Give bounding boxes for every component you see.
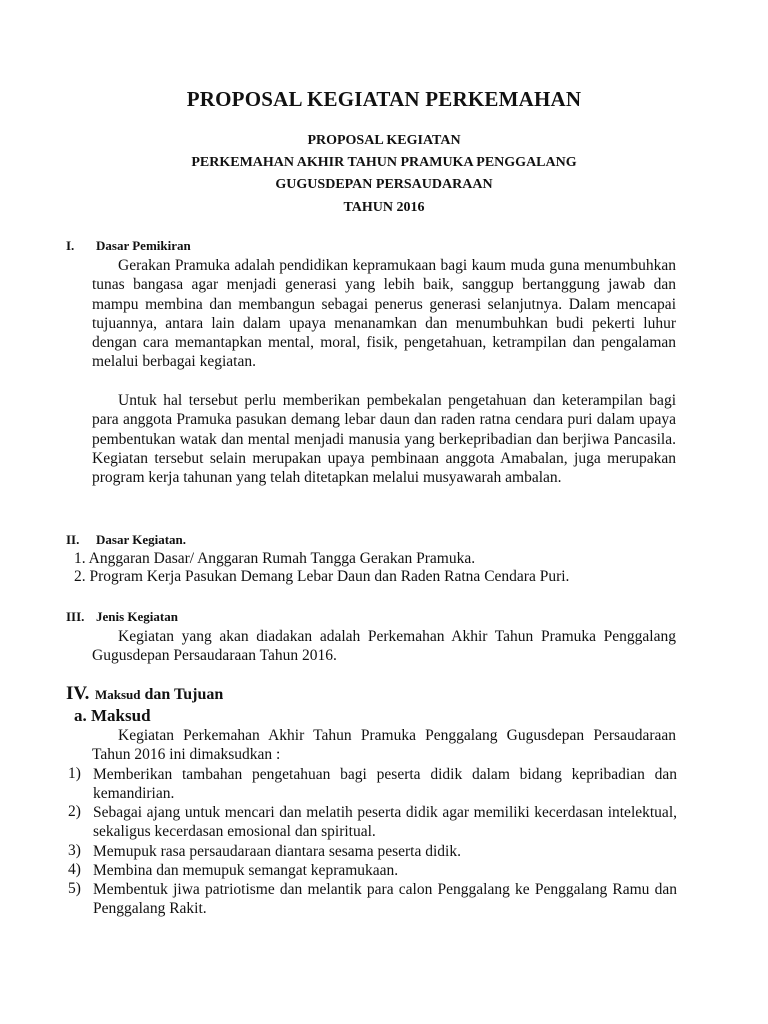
section-2-title: Dasar Kegiatan. — [96, 532, 187, 547]
list-item-text: Sebagai ajang untuk mencari dan melatih peserta didik agar memiliki kecerdasan intelektual, sekaligus kecerdasan emosional dan spiritual. — [93, 804, 677, 840]
subtitle-line-2: PERKEMAHAN AKHIR TAHUN PRAMUKA PENGGALANG — [191, 155, 577, 170]
list-item-text: Memberikan tambahan pengetahuan bagi peserta didik dalam bidang kepribadian dan kemandirian. — [93, 766, 677, 802]
section-1-paragraph-1 — [92, 256, 676, 372]
list-item-number: 3) — [68, 842, 81, 859]
section-3-number: III. — [66, 609, 85, 624]
list-item-number: 1) — [68, 765, 81, 782]
subtitle-line-4: TAHUN 2016 — [343, 200, 425, 215]
section-4-number: IV. — [66, 683, 90, 704]
section-1-title: Dasar Pemikiran — [96, 238, 191, 253]
section-1-paragraph-1-text: Gerakan Pramuka adalah pendidikan kepramukaan bagi kaum muda guna menumbuhkan tunas bangasa agar menjadi generasi yang lebih baik, sanggup bertanggung jawab dan mampu membina dan membangun sebagai penerus generasi selanjutnya. Dalam mencapai tujuannya, antara lain dalam upaya menanamkan dan menumbuhkan budi pekerti luhur dengan cara memantapkan mental, moral, fisik, pengetahuan, ketrampilan dan pengalaman melalui berbagai kegiatan. — [92, 257, 676, 371]
section-2-list-item: 1. Anggaran Dasar/ Anggaran Rumah Tangga Gerakan Pramuka. — [74, 550, 476, 567]
section-4-intro — [92, 726, 676, 765]
subtitle-line-1: PROPOSAL KEGIATAN — [307, 133, 461, 148]
list-item-number: 5) — [68, 880, 81, 897]
list-item-number: 4) — [68, 861, 81, 878]
document-title: PROPOSAL KEGIATAN PERKEMAHAN — [186, 87, 582, 111]
section-1-heading — [66, 238, 191, 254]
section-1-number: I. — [66, 238, 75, 253]
list-item-number: 2) — [68, 803, 81, 820]
subtitle-line-3: GUGUSDEPAN PERSAUDARAAN — [275, 177, 493, 192]
section-4-heading — [66, 683, 223, 705]
section-1-paragraph-2-text: Untuk hal tersebut perlu memberikan pembekalan pengetahuan dan keterampilan bagi para anggota Pramuka pasukan demang lebar daun dan raden ratna cendara puri dalam upaya pembentukan watak dan mental menjadi manusia yang berkepribadian dan berjiwa Pancasila. Kegiatan tersebut selain merupakan upaya pembinaan anggota Amabalan, juga merupakan program kerja tahunan yang telah ditetapkan melalui musyawarah ambalan. — [92, 392, 676, 487]
section-4-title-rest: dan Tujuan — [140, 686, 224, 703]
section-2-number: II. — [66, 532, 80, 547]
section-4-intro-text: Kegiatan Perkemahan Akhir Tahun Pramuka Penggalang Gugusdepan Persaudaraan Tahun 2016 ini dimaksudkan : — [92, 727, 676, 764]
section-2-heading — [66, 532, 186, 548]
list-item-text: Memupuk rasa persaudaraan diantara sesama peserta didik. — [93, 843, 461, 860]
section-3-title: Jenis Kegiatan — [96, 609, 178, 624]
list-item-text: Membentuk jiwa patriotisme dan melantik para calon Penggalang ke Penggalang Ramu dan Penggalang Rakit. — [93, 881, 677, 917]
section-4-title-maksud: Maksud — [95, 687, 141, 702]
section-3-paragraph-text: Kegiatan yang akan diadakan adalah Perkemahan Akhir Tahun Pramuka Penggalang Gugusdepan Persaudaraan Tahun 2016. — [92, 628, 676, 665]
section-3-paragraph — [92, 627, 676, 666]
section-4a-heading: a. Maksud — [74, 706, 151, 725]
section-3-heading — [66, 609, 178, 625]
section-2-list-item: 2. Program Kerja Pasukan Demang Lebar Daun dan Raden Ratna Cendara Puri. — [74, 568, 570, 585]
section-1-paragraph-2 — [92, 391, 676, 487]
list-item-text: Membina dan memupuk semangat kepramukaan. — [93, 862, 399, 879]
